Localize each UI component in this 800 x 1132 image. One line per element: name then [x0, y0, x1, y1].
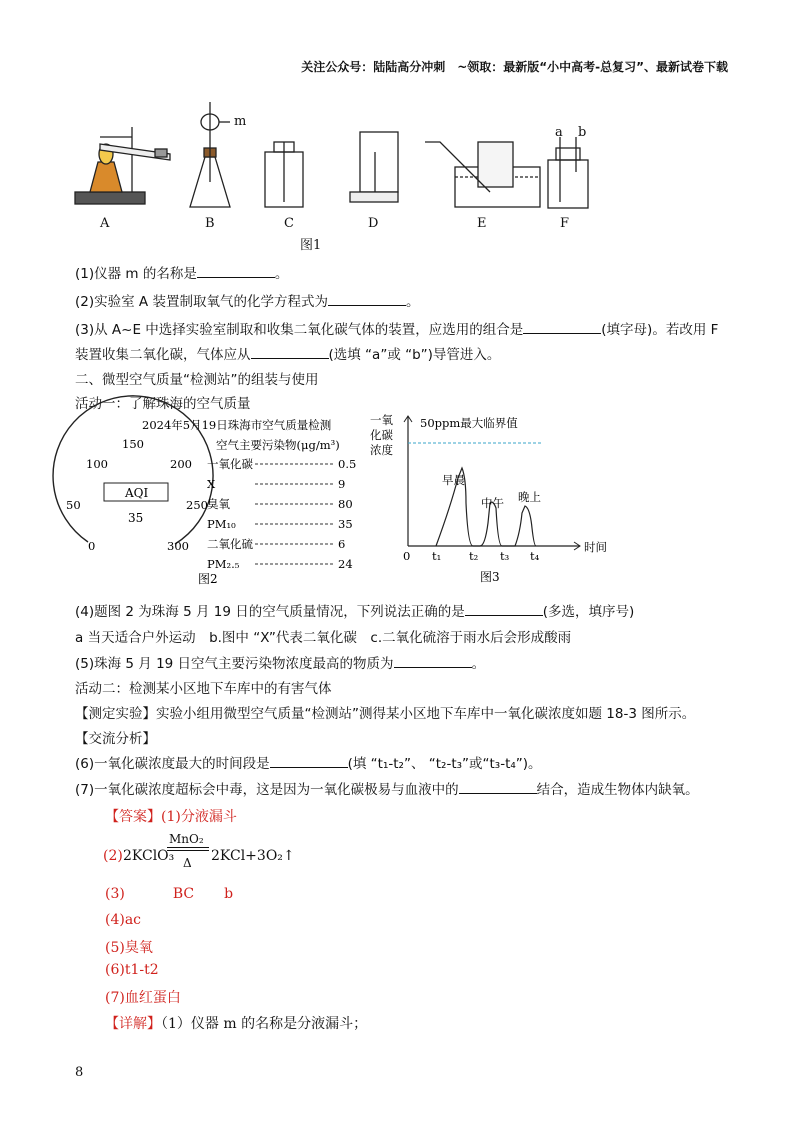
- tick-t4: t₄: [530, 549, 540, 563]
- ylabel-line-3: 浓度: [370, 443, 393, 457]
- pollutant-name: 臭氧: [207, 497, 230, 511]
- pollutant-name: X: [207, 477, 216, 491]
- aqi-value: 35: [128, 511, 144, 525]
- pollutant-value: 0.5: [338, 457, 357, 471]
- apparatus-a: [75, 127, 170, 204]
- pollutant-value: 80: [338, 497, 353, 511]
- activity-1-title: 活动一：了解珠海的空气质量: [75, 396, 251, 412]
- figure-1-caption: 图1: [300, 238, 322, 253]
- peak-morning: 早晨: [442, 473, 465, 487]
- label-b-tube: b: [578, 125, 587, 140]
- gauge-tick-200: 200: [170, 457, 192, 471]
- answer-blank[interactable]: [197, 264, 275, 278]
- peak-noon: 中午: [481, 496, 504, 510]
- question-2: (2)实验室 A 装置制取氧气的化学方程式为 。: [75, 294, 420, 310]
- answer-blank[interactable]: [459, 780, 537, 794]
- answer-4: (4)ac: [105, 912, 142, 928]
- section-2-title: 二、微型空气质量“检测站”的组装与使用: [75, 372, 319, 388]
- gauge-tick-50: 50: [66, 498, 81, 512]
- label-e: E: [477, 216, 487, 231]
- label-b: B: [205, 216, 215, 231]
- threshold-label: 50ppm最大临界值: [420, 416, 518, 430]
- origin-label: 0: [403, 549, 411, 563]
- pollutant-value: 35: [338, 517, 353, 531]
- activity-2-title: 活动二：检测某小区地下车库中的有害气体: [75, 681, 332, 697]
- apparatus-b: [190, 102, 230, 207]
- label-a: A: [100, 216, 110, 231]
- aqi-label: AQI: [125, 486, 149, 500]
- apparatus-f: [548, 137, 588, 208]
- answer-blank[interactable]: [251, 345, 329, 359]
- ylabel-line-2: 化碳: [370, 428, 393, 442]
- question-7: (7)一氧化碳浓度超标会中毒，这是因为一氧化碳极易与血液中的 结合，造成生物体内缺氧。: [75, 782, 699, 798]
- figure-2-title: 2024年5月19日珠海市空气质量检测: [142, 418, 332, 432]
- gauge-tick-0: 0: [88, 539, 96, 553]
- pollutant-header: 空气主要污染物(μg/m³): [216, 438, 340, 452]
- answer-blank[interactable]: [523, 320, 601, 334]
- label-c: C: [284, 216, 294, 231]
- tick-t1: t₁: [432, 549, 442, 563]
- answer-blank[interactable]: [270, 754, 348, 768]
- experiment-text: 【测定实验】实验小组用微型空气质量“检测站”测得某小区地下车库中一氧化碳浓度如题 18-3 图所示。: [75, 706, 696, 722]
- answer-blank[interactable]: [465, 602, 543, 616]
- pollutant-name: PM₁₀: [207, 517, 236, 531]
- apparatus-e: [425, 142, 540, 207]
- pollutant-value: 24: [338, 557, 353, 571]
- answer-blank[interactable]: [328, 292, 406, 306]
- answer-6: (6)t1-t2: [105, 962, 159, 978]
- question-3-continued: 装置收集二氧化碳，气体应从 (选填 “a”或 “b”)导管进入。: [75, 347, 501, 363]
- pollutant-name: PM₂.₅: [207, 557, 240, 571]
- figure-1-apparatus: [70, 92, 610, 254]
- figure-3-co-chart: [370, 408, 620, 588]
- label-a-tube: a: [555, 125, 563, 140]
- question-1: (1)仪器 m 的名称是 。: [75, 266, 289, 282]
- figure-2-caption: 图2: [198, 572, 218, 586]
- peak-evening: 晚上: [518, 490, 541, 504]
- question-4: (4)题图 2 为珠海 5 月 19 日的空气质量情况，下列说法正确的是 (多选，填序号): [75, 604, 635, 620]
- pollutant-name: 二氧化硫: [207, 537, 253, 551]
- page-number: 8: [75, 1065, 84, 1080]
- label-d: D: [368, 216, 379, 231]
- answer-2-equation: (2) 2KClO₃ MnO₂ Δ 2KCl+3O₂↑: [103, 832, 295, 870]
- figure-2-air-quality: [66, 412, 365, 587]
- xlabel: 时间: [584, 540, 607, 554]
- question-4-options: a 当天适合户外运动 b.图中 “X”代表二氧化碳 c.二氧化硫溶于雨水后会形成酸雨: [75, 630, 572, 646]
- answer-5: (5)臭氧: [105, 940, 153, 956]
- tick-t2: t₂: [469, 549, 479, 563]
- apparatus-c: [265, 142, 303, 207]
- answer-3: (3) BC b: [105, 886, 234, 902]
- gauge-tick-250: 250: [186, 498, 208, 512]
- page-header: 关注公众号：陆陆高分冲刺 ~领取：最新版“小中高考-总复习”、最新试卷下载: [301, 60, 728, 74]
- question-5: (5)珠海 5 月 19 日空气主要污染物浓度最高的物质为 。: [75, 656, 486, 672]
- gauge-tick-100: 100: [86, 457, 108, 471]
- ylabel-line-1: 一氧: [370, 413, 393, 427]
- pollutant-value: 9: [338, 477, 346, 491]
- gauge-tick-300: 300: [167, 539, 189, 553]
- figure-3-caption: 图3: [480, 570, 500, 584]
- pollutant-value: 6: [338, 537, 346, 551]
- answer-1: 【答案】(1)分液漏斗: [105, 809, 237, 825]
- question-3: (3)从 A~E 中选择实验室制取和收集二氧化碳气体的装置，应选用的组合是 (填字母)。若改用 F: [75, 322, 719, 338]
- detail: 【详解】（1）仪器 m 的名称是分液漏斗；: [105, 1016, 368, 1032]
- analysis-heading: 【交流分析】: [75, 731, 156, 747]
- label-f: F: [560, 216, 570, 231]
- answer-7: (7)血红蛋白: [105, 990, 181, 1006]
- gauge-tick-150: 150: [122, 437, 144, 451]
- label-m: m: [234, 114, 247, 129]
- apparatus-d: [350, 132, 398, 202]
- tick-t3: t₃: [500, 549, 510, 563]
- question-6: (6)一氧化碳浓度最大的时间段是 (填 “t₁-t₂”、 “t₂-t₃”或“t₃-t₄”)。: [75, 756, 542, 772]
- answer-blank[interactable]: [394, 654, 472, 668]
- pollutant-name: 一氧化碳: [207, 457, 253, 471]
